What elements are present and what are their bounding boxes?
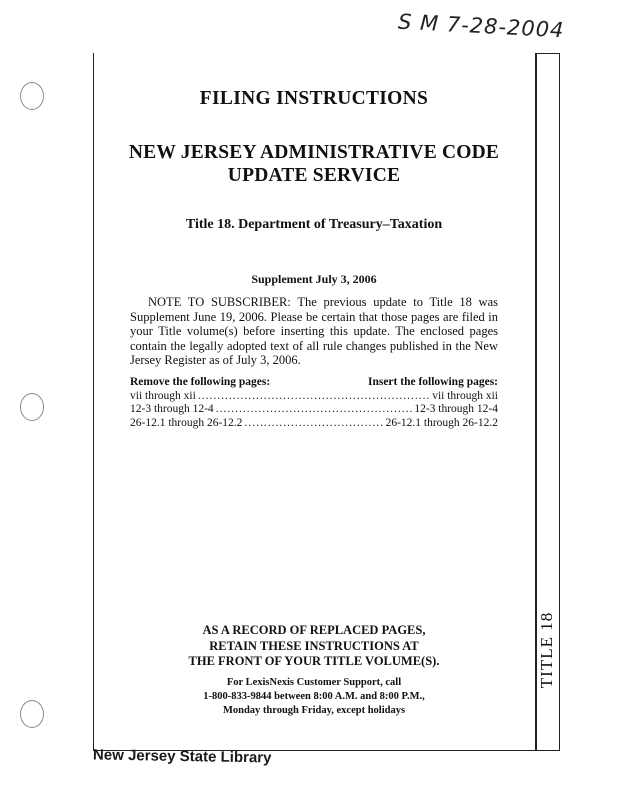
department-heading: Title 18. Department of Treasury–Taxation xyxy=(185,217,443,232)
dot-leader xyxy=(244,417,383,431)
page-replacement-table xyxy=(130,376,498,430)
insert-pages: vii through xii xyxy=(432,389,498,402)
support-phone-hours: 1-800-833-9844 between 8:00 A.M. and 8:00 P.M., xyxy=(203,691,425,702)
record-notice xyxy=(130,623,498,670)
customer-support-info xyxy=(130,676,498,718)
support-days: Monday through Friday, except holidays xyxy=(222,705,406,716)
remove-pages: 26-12.1 through 26-12.2 xyxy=(130,416,243,429)
code-title xyxy=(120,141,508,187)
subscriber-note: NOTE TO SUBSCRIBER: The previous update to Title 18 was Supplement June 19, 2006. Please be certain that those pages are filed in your Title volume(s) before inserting this update. The enclosed pages contain the legally adopted text of all rule changes published in the New Jersey Register as of July 3, 2006. xyxy=(130,295,498,367)
dot-leader xyxy=(216,403,413,417)
insert-pages: 26-12.1 through 26-12.2 xyxy=(385,416,498,429)
table-row xyxy=(130,417,498,431)
record-notice-line2: RETAIN THESE INSTRUCTIONS AT xyxy=(209,638,419,653)
binder-hole-middle xyxy=(20,393,44,421)
supplement-date: Supplement July 3, 2006 xyxy=(251,272,377,286)
tab-top-border xyxy=(535,53,559,54)
table-header xyxy=(130,376,498,390)
library-stamp: New Jersey State Library xyxy=(92,746,272,767)
title-tab-label: TITLE 18 xyxy=(537,611,556,689)
binder-hole-bottom xyxy=(20,700,44,728)
insert-pages: 12-3 through 12-4 xyxy=(414,403,498,415)
record-notice-line1: AS A RECORD OF REPLACED PAGES, xyxy=(202,623,426,637)
record-notice-line3: THE FRONT OF YOUR TITLE VOLUME(S). xyxy=(188,654,440,668)
dot-leader xyxy=(198,390,430,404)
code-title-line2: UPDATE SERVICE xyxy=(227,165,401,186)
table-row xyxy=(130,403,498,417)
binder-hole-top xyxy=(20,82,44,110)
remove-pages: vii through xii xyxy=(130,389,196,402)
insert-header: Insert the following pages: xyxy=(367,376,498,388)
support-line1: For LexisNexis Customer Support, call xyxy=(226,677,402,688)
page-title: FILING INSTRUCTIONS xyxy=(199,88,429,109)
remove-pages: 12-3 through 12-4 xyxy=(130,403,214,415)
remove-header: Remove the following pages: xyxy=(130,376,271,388)
code-title-line1: NEW JERSEY ADMINISTRATIVE CODE xyxy=(128,142,500,163)
table-row xyxy=(130,390,498,404)
handwritten-accession-stamp: S M 7-28-2004 xyxy=(397,9,565,43)
